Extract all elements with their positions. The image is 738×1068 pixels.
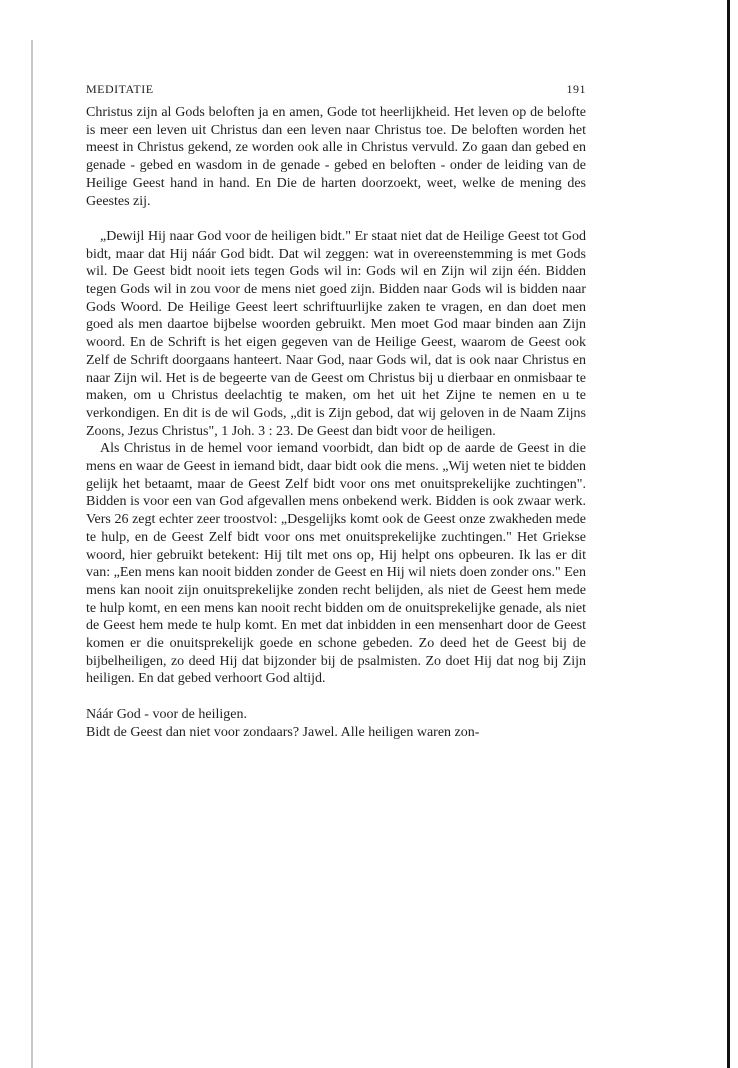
page: [86, 82, 586, 741]
paragraph-3: Als Christus in de hemel voor iemand voorbidt, dan bidt op de aarde de Geest in die mens en waar de Geest in iemand bidt, daar bidt ook die mens. „Wij weten niet te bidden gelijk het betaamt, maar de Geest Zelf bidt voor ons met onuitsprekelijke zuchtingen". Bidden is voor een van God afgevallen mens onbekend werk. Bidden is ook zwaar werk. Vers 26 zegt echter zeer troostvol: „Desgelijks komt ook de Geest onze zwakheden mede te hulp, en de Geest Zelf bidt voor ons met onuitsprekelijke zuchtingen." Het Griekse woord, hier gebruikt betekent: Hij tilt met ons op, Hij helpt ons opbeuren. Ik las er dit van: „Een mens kan nooit bidden zonder de Geest en Hij wil niets doen zonder ons." Een mens kan nooit zijn onuitsprekelijke zonden recht belijden, als niet de Geest hem mede te hulp komt, en een mens kan nooit recht bidden om de onuitsprekelijke genade, als niet de Geest hem mede te hulp komt. En met dat inbidden in een mensenhart door de Geest komen er die onuitsprekelijk goede en schone gebeden. Zo deed het de Geest bij de bijbelheiligen, zo deed Hij dat bijzonder bij de psalmisten. Zo doet Hij dat nog bij Zijn heiligen. En dat gebed verhoort God altijd.: [86, 441, 586, 687]
body-text: [86, 104, 586, 741]
paragraph-2: „Dewijl Hij naar God voor de heiligen bidt." Er staat niet dat de Heilige Geest tot God bidt, maar dat Hij náár God bidt. Dat wil zeggen: wat in overeenstemming is met Gods wil. De Geest bidt nooit iets tegen Gods wil in: Gods wil en Zijn wil zijn één. Bidden tegen Gods wil in zou voor de mens niet goed zijn. Bidden naar Gods wil is bidden naar Gods Woord. De Heilige Geest leert schriftuurlijke zaken te vragen, en dan doet men goed als men daartoe bijbelse woorden gebruikt. Men moet God maar binden aan Zijn woord. En de Schrift is het eigen gegeven van de Heilige Geest, waarom de Geest ook Zelf de Schrift doorgaans hanteert. Naar God, naar Gods wil, dat is ook naar Christus en naar Zijn wil. Het is de begeerte van de Geest om Christus bij u dierbaar en onmisbaar te maken, om u Christus deelachtig te maken, om het uit het Zijne te nemen en u te verkondigen. En dit is de wil Gods, „dit is Zijn gebod, dat wij geloven in de Naam Zijns Zoons, Jezus Christus", 1 Joh. 3 : 23. De Geest dan bidt voor de heiligen.: [86, 228, 586, 439]
scan-edge-right: [727, 0, 730, 1068]
paragraph-5: Bidt de Geest dan niet voor zondaars? Jawel. Alle heiligen waren zon-: [86, 724, 480, 740]
paragraph-4: Náár God - voor de heiligen.: [86, 706, 247, 722]
running-head: [86, 82, 586, 104]
page-number: 191: [566, 82, 586, 96]
scan-edge-left: [31, 40, 33, 1068]
paragraph-1: Christus zijn al Gods beloften ja en amen, Gode tot heerlijkheid. Het leven op de belofte is meer een leven uit Christus dan een leven naar Christus toe. De beloften worden het meest in Christus gekend, ze worden ook alle in Christus vervuld. Zo gaan dan gebed en genade - gebed en wasdom in de genade - gebed en beloften - onder de leiding van de Heilige Geest hand in hand. En Die de harten doorzoekt, weet, welke de mening des Geestes zij.: [86, 105, 586, 209]
running-title: MEDITATIE: [86, 82, 154, 96]
